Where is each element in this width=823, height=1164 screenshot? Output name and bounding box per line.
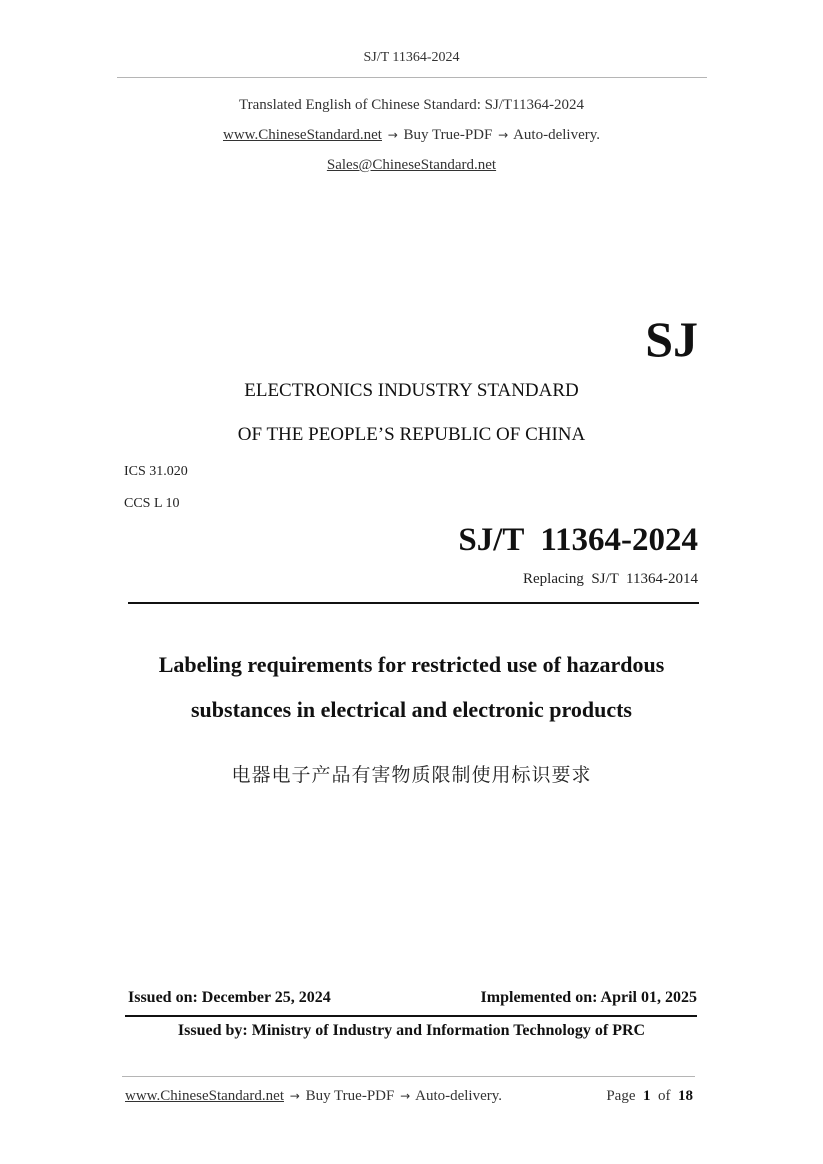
implemented-on-date: Implemented on: April 01, 2025: [480, 989, 697, 1006]
standard-code: SJ/T 11364-2024: [458, 522, 698, 558]
promo-line: [0, 127, 823, 144]
running-header-code: SJ/T 11364-2024: [363, 50, 460, 65]
document-title-line2: substances in electrical and electronic products: [191, 697, 632, 722]
ics-code: ICS 31.020: [124, 464, 188, 479]
title-divider: [128, 602, 699, 604]
issued-on-date: Issued on: December 25, 2024: [128, 989, 331, 1006]
arrow-right-icon: →: [498, 128, 509, 142]
footer-promo: [125, 1088, 502, 1105]
standard-type-line2: OF THE PEOPLE’S REPUBLIC OF CHINA: [237, 424, 586, 445]
arrow-right-icon: →: [387, 128, 398, 142]
chinese-title: 电器电子产品有害物质限制使用标识要求: [231, 764, 592, 786]
ccs-code: CCS L 10: [124, 496, 180, 511]
footer-buy-text: Buy True-PDF: [305, 1088, 395, 1104]
page-number: 1: [643, 1088, 651, 1104]
arrow-right-icon: →: [289, 1089, 300, 1103]
footer-delivery-text: Auto-delivery.: [415, 1088, 503, 1104]
page-label: Page: [606, 1088, 636, 1104]
replacing-note: Replacing SJ/T 11364-2014: [523, 571, 698, 587]
arrow-right-icon: →: [400, 1089, 411, 1103]
footer-site-link[interactable]: www.ChineseStandard.net: [125, 1088, 284, 1104]
issued-by: Issued by: Ministry of Industry and Information Technology of PRC: [177, 1022, 646, 1039]
page-counter: [606, 1088, 693, 1105]
translation-notice: Translated English of Chinese Standard: SJ/T11364-2024: [238, 97, 585, 113]
email-line: [0, 157, 823, 174]
sj-logo: SJ: [645, 311, 698, 367]
standard-type-line1: ELECTRONICS INDUSTRY STANDARD: [244, 380, 579, 401]
buy-true-pdf-text: Buy True-PDF: [403, 127, 493, 143]
email-link[interactable]: Sales@ChineseStandard.net: [326, 157, 497, 173]
of-label: of: [658, 1088, 671, 1104]
issue-divider: [125, 1015, 697, 1017]
auto-delivery-text: Auto-delivery.: [513, 127, 601, 143]
site-link[interactable]: www.ChineseStandard.net: [222, 127, 382, 143]
page-total: 18: [678, 1088, 693, 1104]
header-divider: [117, 77, 707, 78]
document-title-line1: Labeling requirements for restricted use of hazardous: [158, 652, 665, 677]
footer-divider: [122, 1076, 695, 1077]
